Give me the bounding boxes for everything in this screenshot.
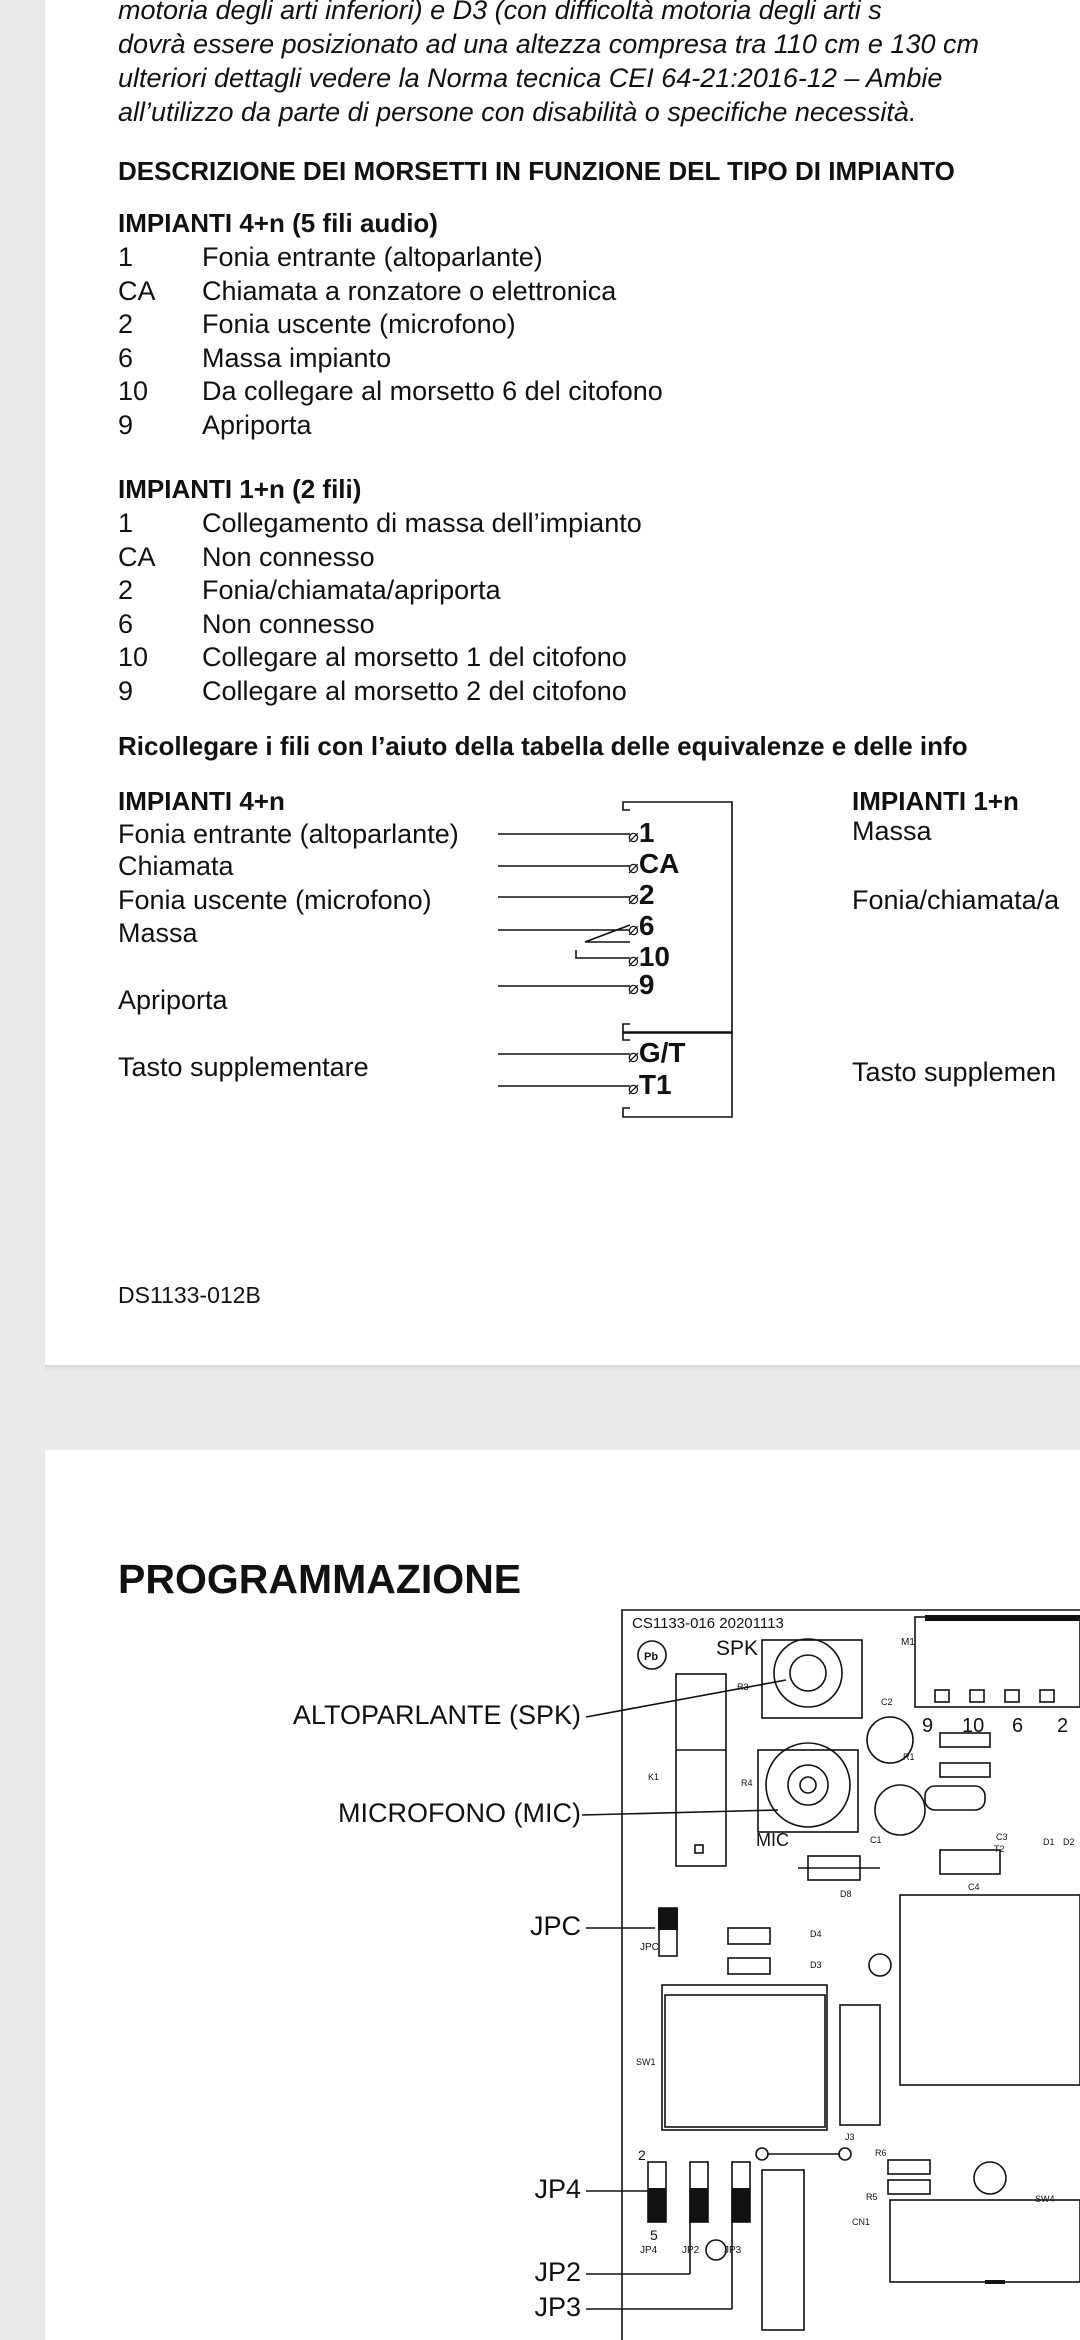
pcb-mic: MIC (756, 1830, 789, 1850)
pcb-jp-2: 2 (638, 2147, 646, 2163)
impianti4-row: 2 Fonia uscente (microfono) (118, 309, 516, 339)
pcb-sw4: SW4 (1035, 2194, 1055, 2204)
pcb-jp2: JP2 (682, 2245, 700, 2256)
impianti4-row: 9 Apriporta (118, 410, 312, 440)
callout-spk: ALTOPARLANTE (SPK) (292, 1700, 581, 1730)
pcb-j3: J3 (845, 2132, 855, 2142)
pcb-d2: D2 (1063, 1837, 1075, 1847)
impianti1-row: 2 Fonia/chiamata/apriporta (118, 575, 501, 605)
pcb-d3: D3 (810, 1960, 822, 1970)
pcb-r5: R5 (866, 2192, 878, 2202)
wiring4-label: Apriporta (118, 985, 228, 1015)
pcb-jp3: JP3 (724, 2245, 742, 2256)
recollegare-note: Ricollegare i fili con l’aiuto della tabella delle equivalenze e delle info (118, 731, 968, 761)
doc-code: DS1133-012B (118, 1282, 261, 1308)
terminal-10: ⌀10 (628, 941, 670, 972)
pcb-r6: R6 (875, 2148, 887, 2158)
terminal-2: ⌀2 (628, 879, 655, 910)
wiring4-label: Chiamata (118, 851, 234, 881)
pcb-c3: C3 (996, 1832, 1008, 1842)
terminal-gt: ⌀G/T (628, 1037, 686, 1068)
impianti4-row: 6 Massa impianto (118, 343, 392, 373)
pcb-cn1: CN1 (852, 2217, 871, 2227)
impianti1-row: 9 Collegare al morsetto 2 del citofono (118, 676, 627, 706)
wiring1-label: Tasto supplemen (852, 1057, 1057, 1087)
wiring1-title: IMPIANTI 1+n (852, 786, 1019, 816)
impianti1-row: 6 Non connesso (118, 609, 375, 639)
callout-jp4: JP4 (534, 2174, 581, 2204)
callout-mic: MICROFONO (MIC) (338, 1798, 581, 1828)
terminal-t1: ⌀T1 (628, 1069, 672, 1100)
pcb-k1: K1 (648, 1772, 660, 1782)
terminal-ca: ⌀CA (628, 848, 680, 879)
page-separator (45, 1365, 1080, 1371)
pcb-jpc: JPC (640, 1942, 659, 1953)
impianti1-row: CA Non connesso (118, 542, 375, 572)
intro-line-1: motoria degli arti inferiori) e D3 (con difficoltà motoria degli arti s (118, 0, 882, 25)
pcb-c4: C4 (968, 1882, 980, 1892)
pcb-terminal-2: 2 (1057, 1715, 1069, 1737)
pcb-d8: D8 (840, 1889, 852, 1899)
pcb-spk: SPK (716, 1637, 759, 1660)
pcb-r1: R1 (903, 1752, 915, 1762)
impianti1-row: 10 Collegare al morsetto 1 del citofono (118, 642, 627, 672)
wiring1-label: Fonia/chiamata/a (852, 885, 1060, 915)
impianti4-row: 1 Fonia entrante (altoparlante) (118, 242, 543, 272)
pcb-sw1: SW1 (636, 2057, 656, 2067)
terminal-1: ⌀1 (628, 817, 655, 848)
pcb-code: CS1133-016 20201113 (632, 1615, 784, 1632)
impianti1-row: 1 Collegamento di massa dell’impianto (118, 508, 642, 538)
wiring4-label: Fonia entrante (altoparlante) (118, 819, 459, 849)
wiring1-label: Massa (852, 816, 932, 846)
terminal-6: ⌀6 (628, 910, 655, 941)
intro-line-4: all’utilizzo da parte di persone con disabilità o specifiche necessità. (118, 97, 917, 127)
pcb-jp4: JP4 (640, 2245, 658, 2256)
pcb-terminal-6: 6 (1012, 1715, 1024, 1737)
impianti1-title: IMPIANTI 1+n (2 fili) (118, 474, 362, 504)
callout-jp3: JP3 (534, 2292, 581, 2322)
impianti4-title: IMPIANTI 4+n (5 fili audio) (118, 208, 438, 238)
pcb-jp-5: 5 (650, 2227, 658, 2243)
terminal-9: ⌀9 (628, 969, 655, 1000)
impianti4-row: CA Chiamata a ronzatore o elettronica (118, 276, 617, 306)
programmazione-title: PROGRAMMAZIONE (118, 1556, 522, 1602)
wiring4-label: Fonia uscente (microfono) (118, 885, 432, 915)
pcb-c2: C2 (881, 1697, 893, 1707)
pcb-terminal-10: 10 (962, 1715, 985, 1737)
pcb-board-drawing (0, 1450, 1080, 2340)
pcb-d1: D1 (1043, 1837, 1055, 1847)
wiring4-label: Massa (118, 918, 198, 948)
pcb-r3: R3 (737, 1682, 749, 1692)
impianti4-row: 10 Da collegare al morsetto 6 del citofono (118, 376, 663, 406)
callout-jp2: JP2 (534, 2257, 581, 2287)
wiring4-title: IMPIANTI 4+n (118, 786, 285, 816)
pcb-r4: R4 (741, 1778, 753, 1788)
callout-jpc: JPC (529, 1911, 581, 1941)
pcb-m1: M1 (901, 1637, 915, 1648)
intro-line-2: dovrà essere posizionato ad una altezza compresa tra 110 cm e 130 cm (118, 29, 979, 59)
pcb-t2: T2 (994, 1844, 1005, 1854)
section-title: DESCRIZIONE DEI MORSETTI IN FUNZIONE DEL TIPO DI IMPIANTO (118, 156, 955, 186)
wiring4-label: Tasto supplementare (118, 1052, 369, 1082)
pcb-d4: D4 (810, 1929, 822, 1939)
pcb-pb: Pb (644, 1651, 659, 1663)
pcb-terminal-9: 9 (922, 1715, 934, 1737)
pcb-c1: C1 (870, 1835, 882, 1845)
intro-line-3: ulteriori dettagli vedere la Norma tecnica CEI 64-21:2016-12 – Ambie (118, 63, 943, 93)
